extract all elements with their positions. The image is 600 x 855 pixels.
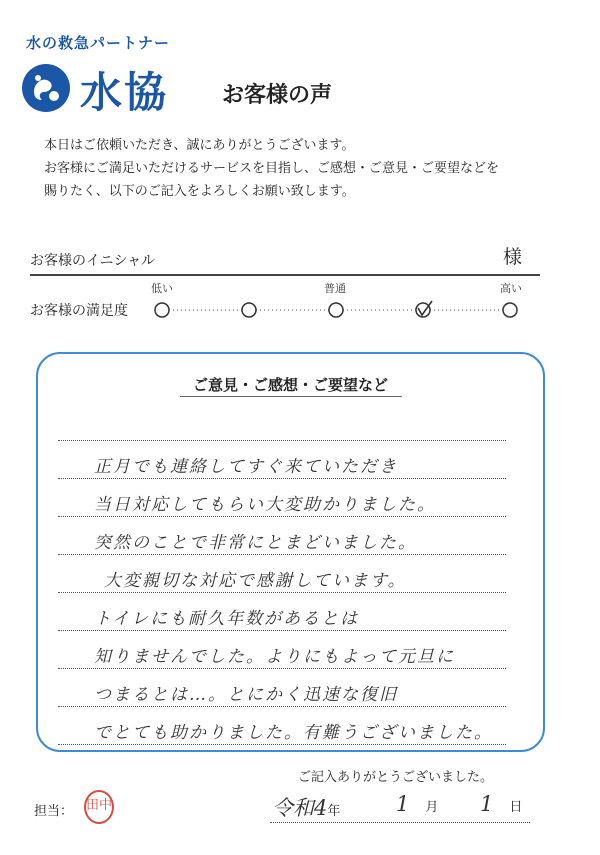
comment-line: トイレにも耐久年数があるとは [94, 609, 360, 629]
scale-option-1[interactable] [155, 303, 169, 317]
water-drop-logo-icon [20, 62, 72, 114]
comment-line: つまるとは…。とにかく迅速な復旧 [94, 685, 398, 705]
date-year-label: 年 [327, 804, 341, 819]
closing-text: ご記入ありがとうございました。 [298, 770, 494, 785]
date-day [480, 792, 522, 816]
satisfaction-scale [150, 296, 530, 326]
initial-label: お客様のイニシャル [30, 253, 156, 269]
initial-suffix: 様 [502, 246, 522, 268]
intro-text [44, 134, 499, 203]
intro-line: 賜りたく、以下のご記入をよろしくお願い致します。 [44, 184, 355, 199]
ruled-line [58, 478, 506, 479]
staff-stamp: 田中 [84, 790, 114, 824]
date-month-value: 1 [396, 792, 410, 816]
comment-line: 突然のことで非常にとまどいました。 [94, 533, 417, 553]
date-month [396, 792, 438, 816]
ruled-line [58, 440, 506, 441]
date-month-label: 月 [425, 800, 439, 815]
ruled-line [58, 592, 506, 593]
date-day-value: 1 [480, 792, 494, 816]
intro-line: お客様にご満足いただけるサービスを目指し、ご感想・ご意見・ご要望などを [44, 161, 500, 176]
ruled-line [58, 668, 506, 669]
initial-field[interactable] [30, 248, 540, 276]
ruled-line [58, 630, 506, 631]
staff-label: 担当： [34, 804, 74, 819]
comments-box [36, 352, 545, 752]
scale-option-5[interactable] [503, 303, 517, 317]
ruled-line [58, 706, 506, 707]
satisfaction-label: お客様の満足度 [30, 303, 128, 319]
title-underline [180, 396, 402, 397]
scale-option-2[interactable] [242, 303, 256, 317]
comment-line: でとても助かりました。有難うございました。 [94, 723, 493, 743]
page-title: お客様の声 [222, 83, 333, 108]
date-era-value: 令和4 [272, 796, 328, 820]
scale-high-label: 高い [500, 282, 522, 295]
comment-line: 当日対応してもらい大変助かりました。 [94, 495, 436, 515]
ruled-line [58, 554, 506, 555]
comment-line: 正月でも連絡してすぐ来ていただき [94, 457, 398, 477]
date-era [272, 792, 340, 822]
tagline: 水の救急パートナー [26, 34, 171, 52]
date-underline [270, 822, 530, 823]
comment-line: 大変親切な対応で感謝しています。 [104, 571, 407, 591]
date-day-label: 日 [509, 800, 523, 815]
intro-line: 本日はご依頼いただき、誠にありがとうございます。 [44, 138, 355, 153]
ruled-line [58, 744, 506, 745]
scale-option-3[interactable] [329, 303, 343, 317]
comment-line: 知りませんでした。よりにもよって元旦に [94, 647, 455, 667]
comments-title: ご意見・ご感想・ご要望など [192, 376, 388, 394]
ruled-line [58, 516, 506, 517]
logo-text: 水協 [80, 68, 169, 117]
scale-mid-label: 普通 [324, 282, 346, 295]
scale-low-label: 低い [151, 282, 173, 295]
